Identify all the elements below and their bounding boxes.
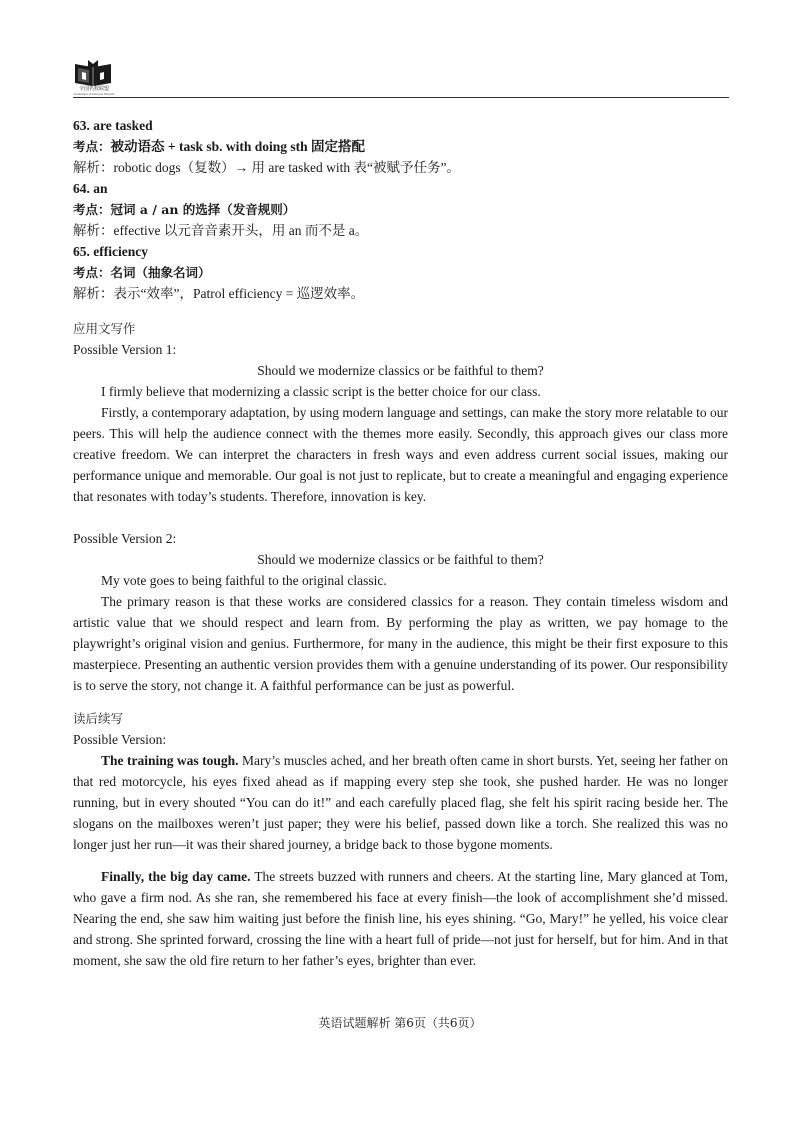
version-label: Possible Version 2: <box>73 531 177 546</box>
paragraph-lead: Finally, the big day came. <box>101 869 251 884</box>
kaodian-text: 冠词 a / an 的选择（发音规则） <box>110 202 296 217</box>
logo-subtext: Federation of Famous Schools <box>73 92 115 96</box>
page-footer: 英语试题解析 第6页（共6页） <box>318 1016 482 1030</box>
version-label: Possible Version 1: <box>73 342 177 357</box>
section-title-writing: 应用文写作 <box>73 321 136 336</box>
essay-title: Should we modernize classics or be faithful to them? <box>257 552 544 567</box>
paragraph-lead: The training was tough. <box>101 753 239 768</box>
essay-title: Should we modernize classics or be faithful to them? <box>257 363 544 378</box>
answer-number: 65. efficiency <box>73 244 148 259</box>
kaodian-line <box>73 199 728 220</box>
kaodian-label: 考点： <box>73 202 111 217</box>
section-title-continuation: 读后续写 <box>73 711 124 726</box>
story-paragraph <box>73 866 728 971</box>
kaodian-line <box>73 136 728 157</box>
page-header <box>73 58 728 100</box>
answer-64 <box>73 178 728 241</box>
kaodian-label: 考点： <box>73 265 111 280</box>
document-body <box>73 115 728 971</box>
essay-paragraph: Firstly, a contemporary adaptation, by using modern language and settings, can make the story more relatable to our peers. This will help the audience connect with the themes more easily. Secondly, this approach gives our class more creative freedom. We can interpret the characters in fresh ways and even address current social issues, making our performance unique and memorable. Our goal is not just to replicate, but to create a meaningful and engaging experience that resonates with today’s students. Therefore, innovation is key. <box>73 405 728 504</box>
header-divider <box>73 97 729 98</box>
essay-paragraph: My vote goes to being faithful to the original classic. <box>101 573 387 588</box>
essay-paragraph: I firmly believe that modernizing a classic script is the better choice for our class. <box>101 384 541 399</box>
paragraph-text: Mary’s muscles ached, and her breath often came in short bursts. Yet, seeing her father on that red motorcycle, his eyes fixed ahead as if mapping every step she took, she pushed harder. He was no longer running, but in every shouted “You can do it!” and each carefully placed flag, she felt his spirit racing beside her. The slogans on the mailboxes weren’t just paper; they were his belief, passed down like a torch. She realized this was no longer just her run—it was their shared journey, a bridge back to those bygone moments. <box>73 753 728 852</box>
jiexi-line: 解析：effective 以元音音素开头，用 an 而不是 a。 <box>73 223 369 238</box>
jiexi-line: 解析：robotic dogs（复数）→ 用 are tasked with 表“被赋予任务”。 <box>73 160 460 175</box>
answer-63 <box>73 115 728 178</box>
answer-number: 63. are tasked <box>73 118 153 133</box>
kaodian-text: 被动语态 + task sb. with doing sth 固定搭配 <box>110 139 366 154</box>
kaodian-line <box>73 262 728 283</box>
answer-65 <box>73 241 728 304</box>
paragraph-text: The streets buzzed with runners and cheers. At the starting line, Mary glanced at Tom, who gave a firm nod. As she ran, she remembered his face at every finish—the look of accomplishment she’d missed. Nearing the end, she saw him waiting just before the finish line, his eyes shining. “Go, Mary!” he yelled, his voice clear and strong. She sprinted forward, crossing the line with a heart full of pride—not just for herself, but for him. And in that moment, she saw the old fire return to her father’s eyes, brighter than ever. <box>73 869 728 968</box>
logo-text: 全国名校联盟 <box>78 86 109 92</box>
kaodian-text: 名词（抽象名词） <box>110 265 211 280</box>
answer-number: 64. an <box>73 181 108 196</box>
essay-paragraph: The primary reason is that these works are considered classics for a reason. They contain timeless wisdom and artistic value that we should respect and learn from. By performing the play as written, we pay homage to the playwright’s original vision and genius. Furthermore, for many in the audience, this might be their first exposure to this masterpiece. Presenting an authentic version provides them with a genuine understanding of its power. Our responsibility is to serve the story, not change it. A faithful performance can be just as powerful. <box>73 594 728 693</box>
kaodian-label: 考点： <box>73 139 111 154</box>
version-label: Possible Version: <box>73 732 167 747</box>
story-paragraph <box>73 750 728 855</box>
jiexi-line: 解析：表示“效率”，Patrol efficiency = 巡逻效率。 <box>73 286 365 301</box>
